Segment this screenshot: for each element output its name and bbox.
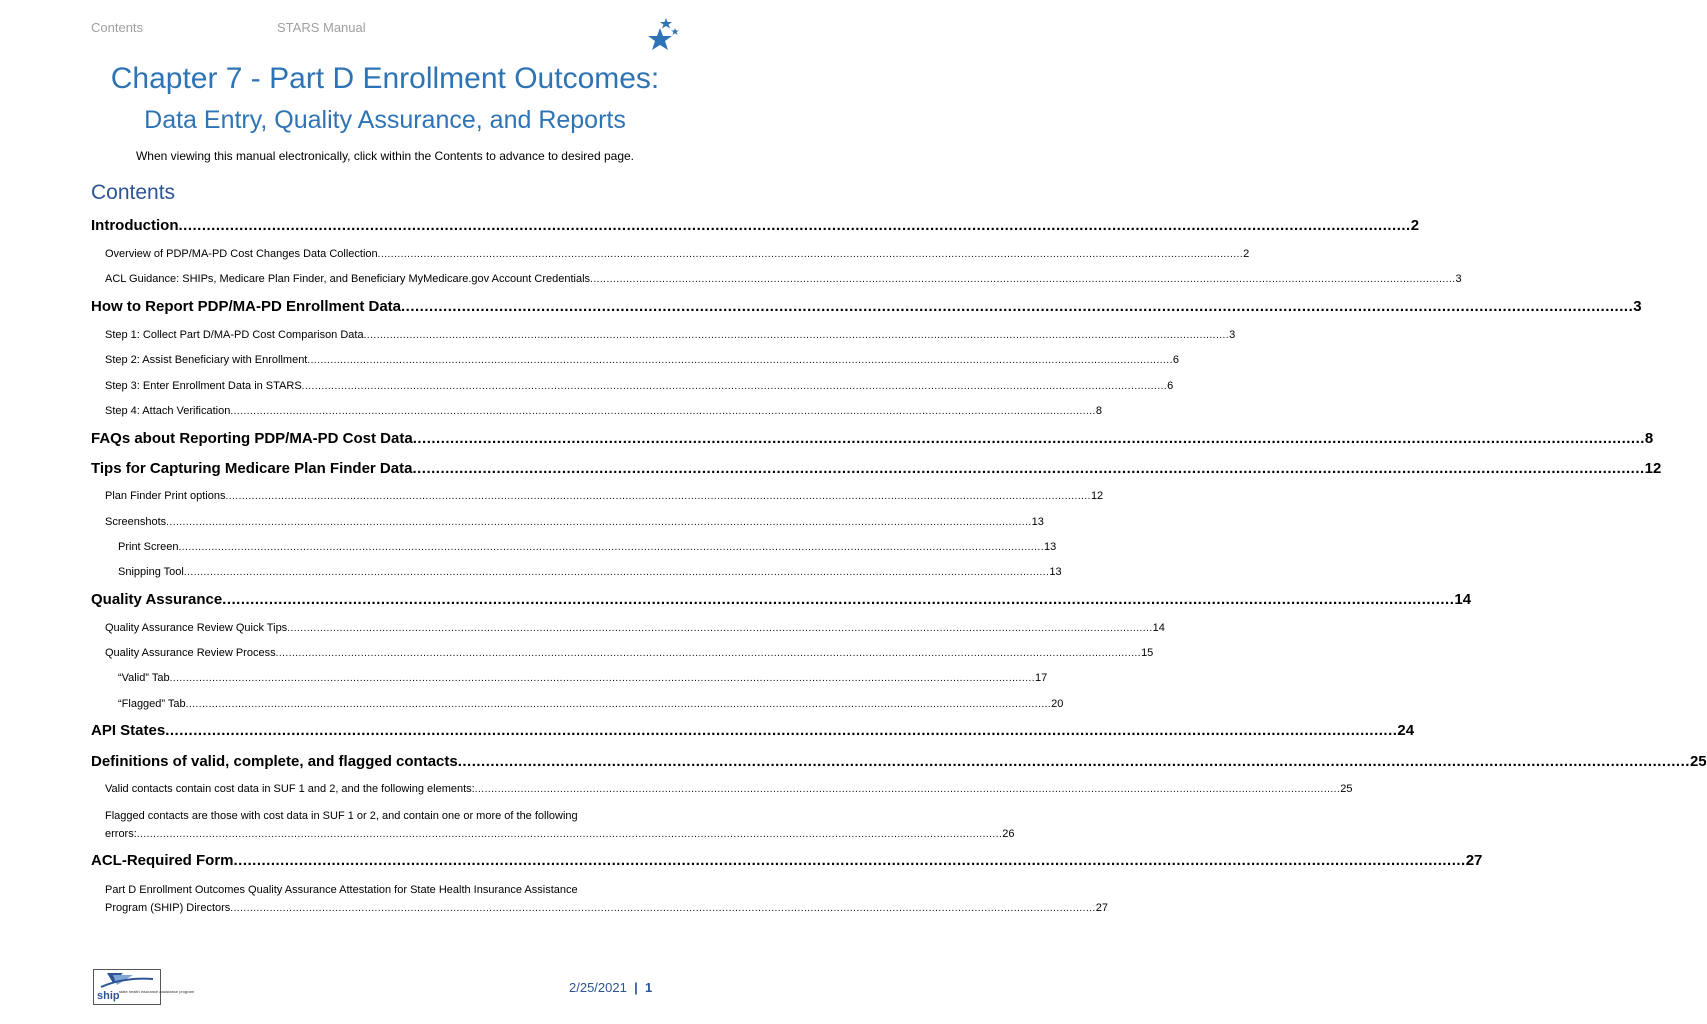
- toc-entry-print-screen[interactable]: Print Screen ..... 13: [91, 541, 680, 553]
- svg-text:ship: ship: [97, 990, 120, 1002]
- toc-entry-definitions[interactable]: Definitions of valid, complete, and flagged contacts ..... 25: [91, 753, 680, 770]
- toc-entry-valid-tab[interactable]: “Valid” Tab ..... 17: [91, 672, 680, 684]
- toc-entry-flagged-line2: errors:: [105, 828, 137, 840]
- toc-entry-valid-contacts[interactable]: Valid contacts contain cost data in SUF 1 and 2, and the following elements: ..... 25: [91, 783, 680, 795]
- stars-logo-icon: [646, 16, 680, 52]
- footer-page-info: [569, 980, 652, 995]
- header-manual-title: STARS Manual: [277, 20, 366, 35]
- toc-entry-qa-process[interactable]: Quality Assurance Review Process ..... 15: [91, 647, 680, 659]
- toc-entry-attestation-line2: Program (SHIP) Directors: [105, 902, 231, 914]
- toc-entry-attestation-line1: Part D Enrollment Outcomes Quality Assurance Attestation for State Health Insurance Assistance: [105, 884, 578, 896]
- toc-entry-flagged-line1: Flagged contacts are those with cost data in SUF 1 or 2, and contain one or more of the following: [105, 810, 578, 822]
- toc-entry-api-states[interactable]: API States ..... 24: [91, 722, 680, 739]
- toc-entry-snipping-tool[interactable]: Snipping Tool ..... 13: [91, 566, 680, 578]
- toc-entry-step-4[interactable]: Step 4: Attach Verification ..... 8: [91, 405, 680, 417]
- toc-entry-attestation[interactable]: [105, 881, 1109, 918]
- chapter-subtitle: Data Entry, Quality Assurance, and Reports: [144, 106, 626, 134]
- toc-entry-qa-quick-tips[interactable]: Quality Assurance Review Quick Tips ..... 14: [91, 622, 680, 634]
- toc-entry-attestation-page: 27: [1095, 902, 1109, 914]
- toc-entry-screenshots[interactable]: Screenshots ..... 13: [91, 516, 680, 528]
- toc-entry-overview[interactable]: Overview of PDP/MA-PD Cost Changes Data Collection ..... 2: [91, 248, 680, 260]
- toc-entry-acl-guidance[interactable]: ACL Guidance: SHIPs, Medicare Plan Finder, and Beneficiary MyMedicare.gov Account Credentials ..... 3: [91, 273, 680, 285]
- header-contents-link[interactable]: Contents: [91, 20, 144, 35]
- toc-entry-tips[interactable]: Tips for Capturing Medicare Plan Finder Data ..... 12: [91, 460, 680, 477]
- toc-entry-step-1[interactable]: Step 1: Collect Part D/MA-PD Cost Comparison Data ..... 3: [91, 329, 680, 341]
- footer-separator: |: [634, 980, 638, 995]
- contents-heading: Contents: [91, 181, 176, 204]
- navigation-note: When viewing this manual electronically, click within the Contents to advance to desired page.: [135, 149, 635, 163]
- svg-text:state health insurance assista: state health insurance assistance program: [119, 989, 195, 994]
- toc-entry-flagged-page: 26: [1002, 828, 1015, 840]
- toc-entry-faqs[interactable]: FAQs about Reporting PDP/MA-PD Cost Data ..... 8: [91, 430, 680, 447]
- footer-page-number: 1: [644, 980, 653, 995]
- toc-entry-step-3[interactable]: Step 3: Enter Enrollment Data in STARS ..... 6: [91, 380, 680, 392]
- toc-entry-how-to-report[interactable]: How to Report PDP/MA-PD Enrollment Data ..... 3: [91, 298, 680, 315]
- chapter-title: Chapter 7 - Part D Enrollment Outcomes:: [110, 62, 660, 95]
- toc-entry-acl-required-form[interactable]: ACL-Required Form ..... 27: [91, 852, 680, 869]
- toc-entry-print-options[interactable]: Plan Finder Print options ..... 12: [91, 490, 680, 502]
- toc-entry-flagged-tab[interactable]: “Flagged” Tab ..... 20: [91, 698, 680, 710]
- ship-logo: [93, 969, 195, 1005]
- toc-entry-quality-assurance[interactable]: Quality Assurance ..... 14: [91, 591, 680, 608]
- toc-entry-step-2[interactable]: Step 2: Assist Beneficiary with Enrollment ..... 6: [91, 354, 680, 366]
- toc-entry-introduction[interactable]: Introduction ..... 2: [91, 217, 680, 234]
- toc-entry-flagged-contacts[interactable]: [105, 807, 1015, 844]
- footer-date: 2/25/2021: [569, 980, 627, 995]
